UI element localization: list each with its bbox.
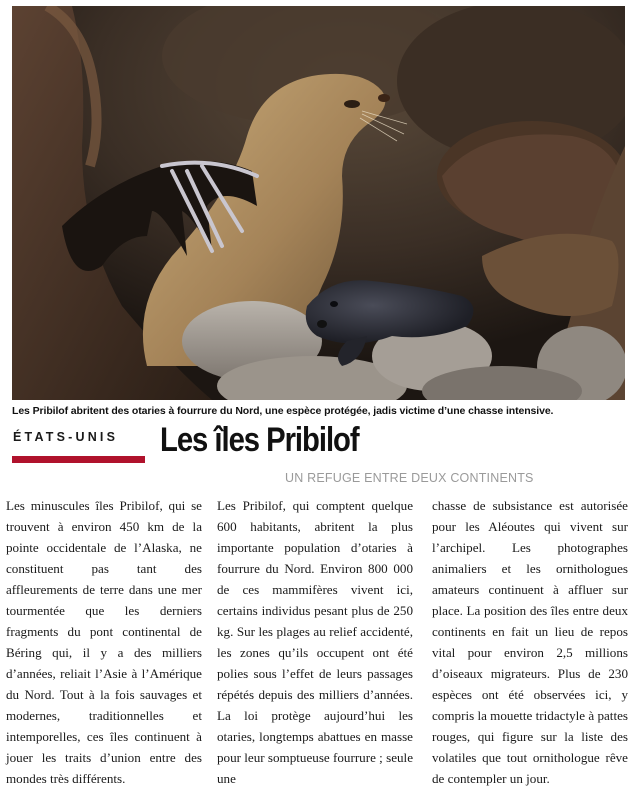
section-kicker: ÉTATS-UNIS: [13, 430, 119, 444]
kicker-accent-bar: [12, 456, 145, 463]
article-subtitle: UN REFUGE ENTRE DEUX CONTINENTS: [285, 471, 534, 485]
column-2-text: Les Pribilof, qui comptent quelque 600 habitants, abritent la plus importante population d’otaries à fourrure du Nord. Environ 800 000 de ces mammifères vivent ici, certains individus pesant plus de 250 kg. Sur les plages au relief accidenté, les zones qu’ils occupent ont été polies sous l’effet de leurs passages répétés depuis des milliers d’années. La loi protège aujourd’hui les otaries, longtemps abattues en masse pour leur somptueuse fourrure ; seule une: [217, 498, 413, 786]
text-column-3: [432, 495, 628, 789]
text-column-2: [217, 495, 413, 789]
column-3-text: chasse de subsistance est autorisée pour les Aléoutes qui vivent sur l’archipel. Les photographes animaliers et les ornithologues amateurs continuent à affluer sur place. La position des îles entre deux continents en fait un lieu de repos vital pour environ 2,5 millions d’oiseaux migrateurs. Plus de 230 espèces ont été observées ici, y compris la mouette tridactyle à pattes rouges, qui figure sur la liste des volatiles que tout ornithologue rêve de contempler un jour.: [432, 498, 628, 786]
column-1-text: Les minuscules îles Pribilof, qui se trouvent à environ 450 km de la pointe occidentale de l’Alaska, ne constituent pas tant des affleurements de terre dans une mer tourmentée que les derniers fragments du pont continental de Béring qui, il y a des milliers d’années, reliait l’Asie à l’Amérique du Nord. Tout à la fois sauvages et modernes, traditionnelles et intemporelles, ces îles continuent à jouer les traits d’union entre des mondes très différents.: [6, 498, 202, 786]
photo-caption: Les Pribilof abritent des otaries à fourrure du Nord, une espèce protégée, jadis victime d’une chasse intensive.: [12, 405, 554, 417]
text-column-1: [6, 495, 202, 789]
article-title: Les îles Pribilof: [160, 421, 359, 459]
fur-seals-photo: [12, 6, 625, 400]
